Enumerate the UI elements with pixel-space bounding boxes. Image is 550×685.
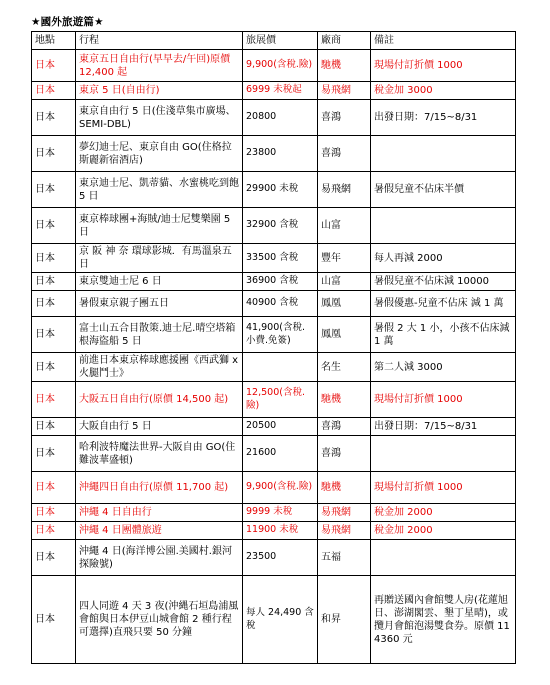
cell-note: 暑假兒童不佔床半價 xyxy=(371,172,516,208)
cell-location: 日本 xyxy=(32,291,76,317)
cell-itinerary: 大阪五日自由行(原價 14,500 起) xyxy=(76,382,243,418)
cell-vendor: 馳機 xyxy=(318,472,371,504)
cell-price: 23500 xyxy=(243,540,318,576)
cell-itinerary: 哈利波特魔法世界-大阪自由 GO(住難波華盛頓) xyxy=(76,436,243,472)
table-row xyxy=(32,436,516,472)
cell-price: 23800 xyxy=(243,136,318,172)
tour-table xyxy=(31,31,516,664)
cell-itinerary: 東京五日自由行(早早去/午回)原價 12,400 起 xyxy=(76,50,243,82)
cell-vendor: 鳳凰 xyxy=(318,291,371,317)
cell-location: 日本 xyxy=(32,418,76,436)
table-row xyxy=(32,172,516,208)
cell-vendor: 易飛網 xyxy=(318,522,371,540)
cell-itinerary: 東京棒球團+海賊/迪士尼雙樂園 5 日 xyxy=(76,208,243,244)
cell-itinerary: 東京雙迪士尼 6 日 xyxy=(76,273,243,291)
cell-itinerary: 京 阪 神 奈 環球影城．有馬溫泉五日 xyxy=(76,244,243,273)
cell-note: 每人再減 2000 xyxy=(371,244,516,273)
cell-location: 日本 xyxy=(32,382,76,418)
cell-itinerary: 四人同遊 4 天 3 夜(沖縄石垣島浦風會館與日本伊豆山城會館 2 種行程可選擇)直飛只要 50 分鐘 xyxy=(76,576,243,664)
table-row xyxy=(32,472,516,504)
table-row xyxy=(32,100,516,136)
table-row xyxy=(32,504,516,522)
cell-price: 12,500(含稅.險) xyxy=(243,382,318,418)
cell-price: 20800 xyxy=(243,100,318,136)
cell-vendor: 喜鴻 xyxy=(318,418,371,436)
table-row xyxy=(32,353,516,382)
cell-location: 日本 xyxy=(32,136,76,172)
cell-vendor: 馳機 xyxy=(318,50,371,82)
cell-vendor: 和昇 xyxy=(318,576,371,664)
cell-location: 日本 xyxy=(32,208,76,244)
cell-vendor: 易飛網 xyxy=(318,504,371,522)
cell-price: 21600 xyxy=(243,436,318,472)
cell-location: 日本 xyxy=(32,244,76,273)
cell-vendor: 喜鴻 xyxy=(318,136,371,172)
cell-note: 稅金加 2000 xyxy=(371,504,516,522)
cell-itinerary: 沖繩 4 日(海洋博公園.美國村.銀河探險號) xyxy=(76,540,243,576)
cell-itinerary: 大阪自由行 5 日 xyxy=(76,418,243,436)
cell-itinerary: 沖繩 4 日自由行 xyxy=(76,504,243,522)
cell-vendor: 山富 xyxy=(318,273,371,291)
cell-note xyxy=(371,540,516,576)
table-row xyxy=(32,382,516,418)
cell-location: 日本 xyxy=(32,82,76,100)
cell-vendor: 名生 xyxy=(318,353,371,382)
cell-itinerary: 東京 5 日(自由行) xyxy=(76,82,243,100)
header-price: 旅展價 xyxy=(243,32,318,50)
cell-note: 第二人減 3000 xyxy=(371,353,516,382)
cell-location: 日本 xyxy=(32,472,76,504)
cell-note: 暑假優惠-兒童不佔床 減 1 萬 xyxy=(371,291,516,317)
page-title: ★國外旅遊篇★ xyxy=(31,16,104,28)
table-row xyxy=(32,208,516,244)
cell-location: 日本 xyxy=(32,522,76,540)
cell-location: 日本 xyxy=(32,353,76,382)
cell-note: 現場付訂折價 1000 xyxy=(371,472,516,504)
cell-price: 9,900(含稅.險) xyxy=(243,50,318,82)
header-itinerary: 行程 xyxy=(76,32,243,50)
cell-note: 暑假 2 大 1 小，小孩不佔床減 1 萬 xyxy=(371,317,516,353)
cell-itinerary: 夢幻迪士尼、東京自由 GO(住格拉斯麗新宿酒店) xyxy=(76,136,243,172)
table-row xyxy=(32,273,516,291)
table-row xyxy=(32,244,516,273)
cell-note: 現場付訂折價 1000 xyxy=(371,382,516,418)
cell-vendor: 馳機 xyxy=(318,382,371,418)
cell-location: 日本 xyxy=(32,576,76,664)
cell-location: 日本 xyxy=(32,436,76,472)
cell-location: 日本 xyxy=(32,317,76,353)
cell-itinerary: 暑假東京親子團五日 xyxy=(76,291,243,317)
cell-vendor: 喜鴻 xyxy=(318,100,371,136)
table-row xyxy=(32,136,516,172)
cell-price: 9999 未稅 xyxy=(243,504,318,522)
cell-vendor: 易飛網 xyxy=(318,172,371,208)
cell-price: 41,900(含稅.小費.免簽) xyxy=(243,317,318,353)
table-header-row xyxy=(32,32,516,50)
cell-location: 日本 xyxy=(32,504,76,522)
cell-price: 32900 含稅 xyxy=(243,208,318,244)
cell-itinerary: 沖繩四日自由行(原價 11,700 起) xyxy=(76,472,243,504)
cell-note xyxy=(371,208,516,244)
table-row xyxy=(32,50,516,82)
cell-note: 再贈送國內會館雙人房(花蓮旭日、澎湖閣雲、墾丁星晴)，或攬月會館泡湯雙食券。原價 114360 元 xyxy=(371,576,516,664)
cell-price: 11900 未稅 xyxy=(243,522,318,540)
cell-vendor: 山富 xyxy=(318,208,371,244)
cell-note: 現場付訂折價 1000 xyxy=(371,50,516,82)
cell-location: 日本 xyxy=(32,100,76,136)
cell-note: 出發日期：7/15~8/31 xyxy=(371,418,516,436)
cell-location: 日本 xyxy=(32,50,76,82)
cell-itinerary: 沖繩 4 日團體旅遊 xyxy=(76,522,243,540)
table-row xyxy=(32,576,516,664)
cell-price: 29900 未稅 xyxy=(243,172,318,208)
cell-price: 9,900(含稅.險) xyxy=(243,472,318,504)
cell-note xyxy=(371,136,516,172)
cell-price xyxy=(243,353,318,382)
table-row xyxy=(32,418,516,436)
cell-price: 6999 未稅起 xyxy=(243,82,318,100)
header-vendor: 廠商 xyxy=(318,32,371,50)
cell-itinerary: 東京迪士尼、凱蒂貓、水蜜桃吃到飽 5 日 xyxy=(76,172,243,208)
cell-note xyxy=(371,436,516,472)
cell-price: 每人 24,490 含稅 xyxy=(243,576,318,664)
cell-price: 20500 xyxy=(243,418,318,436)
cell-location: 日本 xyxy=(32,172,76,208)
cell-note: 暑假兒童不佔床減 10000 xyxy=(371,273,516,291)
header-location: 地點 xyxy=(32,32,76,50)
cell-price: 33500 含稅 xyxy=(243,244,318,273)
table-row xyxy=(32,317,516,353)
table-row xyxy=(32,82,516,100)
cell-price: 36900 含稅 xyxy=(243,273,318,291)
table-row xyxy=(32,540,516,576)
cell-vendor: 易飛網 xyxy=(318,82,371,100)
cell-vendor: 喜鴻 xyxy=(318,436,371,472)
cell-vendor: 豐年 xyxy=(318,244,371,273)
cell-itinerary: 富士山五合目散策.迪士尼.晴空塔箱根海盜船 5 日 xyxy=(76,317,243,353)
cell-note: 稅金加 2000 xyxy=(371,522,516,540)
header-note: 備註 xyxy=(371,32,516,50)
table-row xyxy=(32,522,516,540)
cell-itinerary: 前進日本東京棒球應援團《西武獅 x 火腿鬥士》 xyxy=(76,353,243,382)
cell-note: 稅金加 3000 xyxy=(371,82,516,100)
cell-vendor: 鳳凰 xyxy=(318,317,371,353)
cell-price: 40900 含稅 xyxy=(243,291,318,317)
cell-location: 日本 xyxy=(32,540,76,576)
cell-location: 日本 xyxy=(32,273,76,291)
table-row xyxy=(32,291,516,317)
cell-vendor: 五福 xyxy=(318,540,371,576)
cell-itinerary: 東京自由行 5 日(住淺草集市廣場、SEMI-DBL) xyxy=(76,100,243,136)
cell-note: 出發日期：7/15~8/31 xyxy=(371,100,516,136)
